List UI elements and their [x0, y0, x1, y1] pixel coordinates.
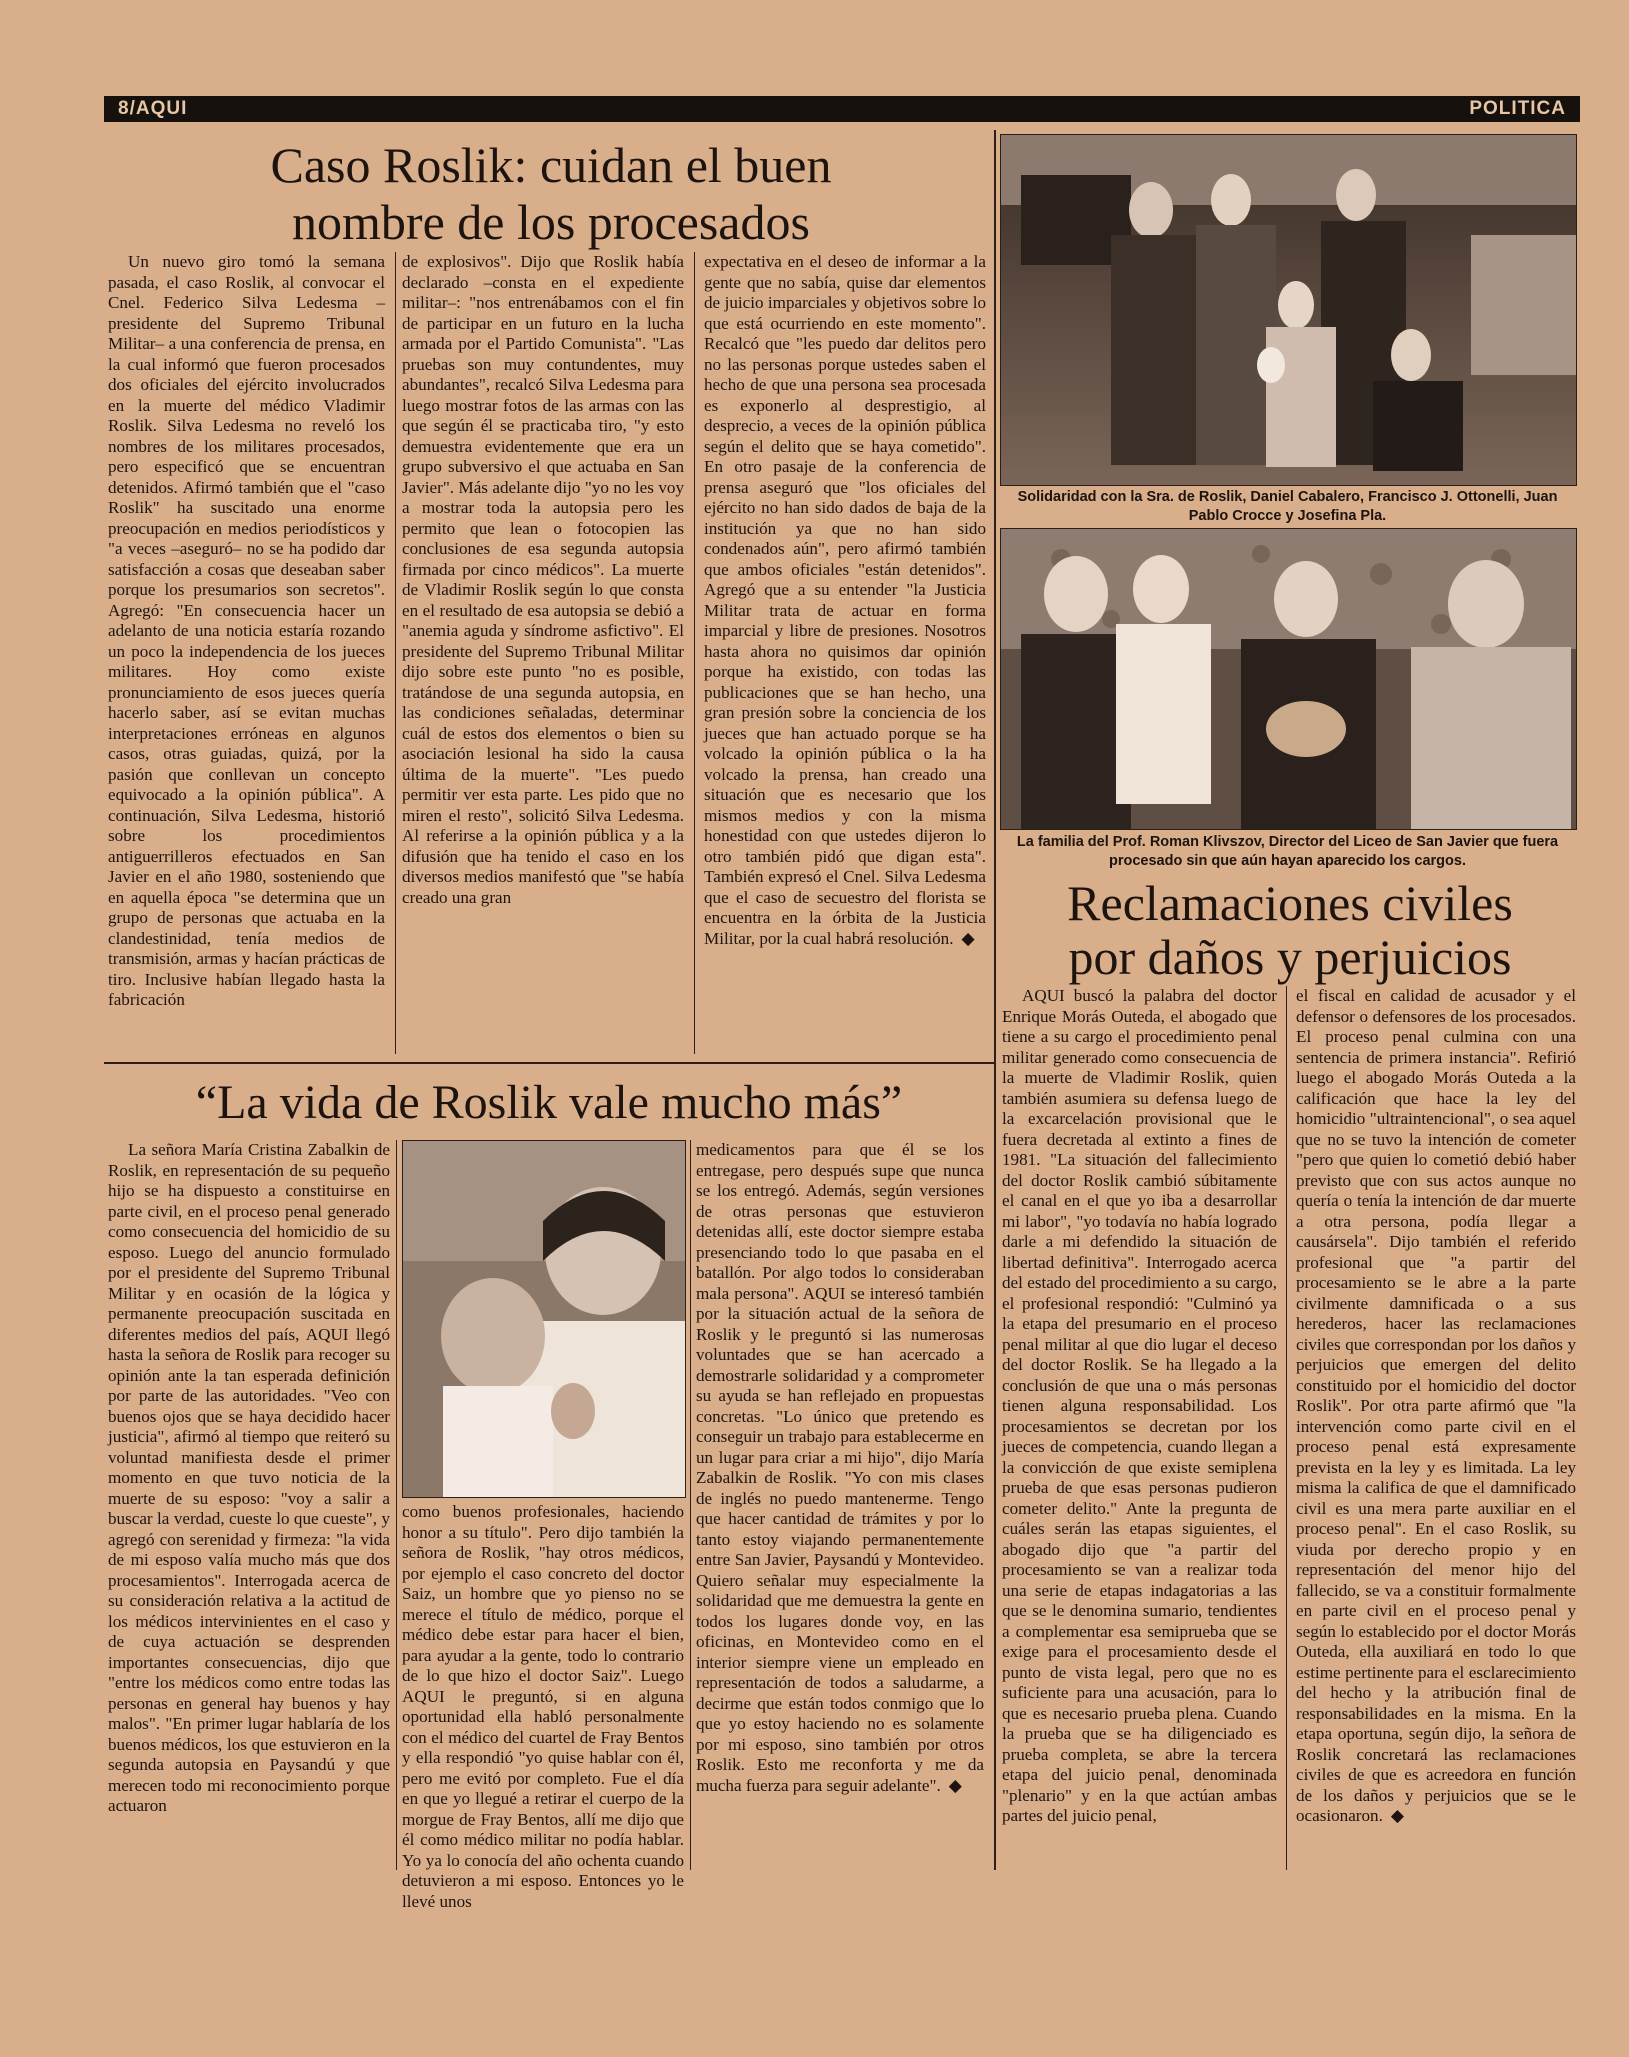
article3-column-3-text [696, 1140, 984, 1796]
article3-headline: “La vida de Roslik vale mucho más” [195, 1076, 903, 1129]
article3-column-3 [696, 1140, 984, 1870]
column-divider [396, 1140, 397, 1870]
article2-column-2-text [1296, 986, 1576, 1827]
photo-solidarity-group [1000, 134, 1577, 486]
article2-column-1-text: AQUI buscó la palabra del doctor Enrique Morás Outeda, el abogado que tiene a su cargo el procedimiento penal militar generado como consecuencia de la muerte de Vladimir Roslik, quien también asumiera su defensa luego de la excarcelación provisional que le fuera decretada al extinto a fines de 1981. "La situación del fallecimiento del doctor Roslik cambió súbitamente el canal en el que yo iba a desarrollar mi labor", "yo todavía no había logrado darle a mi defendido la situación de libertad definitiva". Interrogado acerca del estado del procedimiento a su cargo, el profesional respondió: "Culminó ya la etapa del presumario en el proceso penal militar al que dio lugar el deceso del doctor Roslik. Se ha llegado a la conclusión de que una o más personas tienen alguna responsabilidad. Los procesamientos se decretan por los jueces de competencia, cuando llegan a la convicción de que existe semiplena prueba de que esas personas pudieron cometer delito." Ante la pregunta de cuáles serán las etapas siguientes, el abogado dijo que "a partir del procesamiento se van a realizar toda una serie de etapas indagatorias a las que se le denomina sumario, tendientes a complementar esa semiprueba que se exige para el procesamiento desde el punto de vista legal, pero que no es suficiente para una acusación, para lo que es necesario prueba plena. Cuando la prueba que se ha diligenciado es prueba completa, se abre la tercera etapa del juicio penal, denominada "plenario" y en la que actúan ambas partes del juicio penal, [1002, 986, 1277, 1825]
horizontal-rule-article1-bottom [104, 1062, 994, 1064]
photo-klivszov-caption: La familia del Prof. Roman Klivszov, Director del Liceo de San Javier que fuera procesado sin que aún hayan aparecido los cargos. [1016, 834, 1559, 869]
article3-column-1 [108, 1140, 390, 1870]
photo-klivszov-family-image [1001, 529, 1576, 829]
article2-column-1 [1002, 986, 1277, 1870]
article1-column-1-text: Un nuevo giro tomó la semana pasada, el caso Roslik, al convocar el Cnel. Federico Silva Ledesma –presidente del Supremo Tribunal Militar– a una conferencia de prensa, en la cual informó que fueron procesados dos oficiales del ejército involucrados en la muerte del médico Vladimir Roslik. Silva Ledesma no reveló los nombres de los militares procesados, pero especificó que se encuentran detenidos. Afirmó también que el "caso Roslik" ha suscitado una enorme preocupación en medios periodísticos y "a veces –aseguró– no se ha podido dar satisfacción a cosas que deseaban saber porque los presumarios son secretos". Agregó: "En consecuencia hacer un adelanto de una noticia estaría rozando un poco la independencia de los jueces militares. Hoy como existe pronunciamiento de esos jueces quería hacerlo saber, así se evitan muchas interpretaciones erróneas en algunos casos, otras guiadas, quizá, por la pasión que conllevan un concepto equivocado a la opinión pública". A continuación, Silva Ledesma, historió sobre los procedimientos antiguerrilleros efectuados en San Javier en el año 1980, sosteniendo que en aquella época "se determina que un grupo de personas que actuaba en la clandestinidad, tenía medios de transmisión, armas y hacían prácticas de tiro. Inclusive habían llegado hasta la fabricación [108, 252, 385, 1009]
column-divider [694, 252, 695, 1054]
vertical-rule-main [994, 130, 996, 1870]
article1-column-1 [108, 252, 385, 1054]
article1-headline-line1: Caso Roslik: cuidan el buen [270, 137, 832, 193]
article3-column-1-text: La señora María Cristina Zabalkin de Roslik, en representación de su pequeño hijo se ha dispuesto a constituirse en parte civil, en el proceso penal generado como consecuencia del homicidio de su esposo. Luego del anuncio formulado por el presidente del Supremo Tribunal Militar y en ocasión de la lógica y permanente preocupación suscitada en diferentes medios del país, AQUI llegó hasta la señora de Roslik para recoger su opinión ante la tan esperada definición por parte de las autoridades. "Veo con buenos ojos que se haya decidido hacer justicia", afirmó al tiempo que reiteró su voluntad manifiesta desde el primer momento en que tuvo noticia de la muerte de su esposo: "voy a salir a buscar la verdad, cueste lo que cueste", y agregó con serenidad y firmeza: "la vida de mi esposo valía mucho más que dos procesamientos". Interrogada acerca de su consideración relativa a la actitud de los médicos intervinientes en el caso y de cuya actuación se desprenden importantes consecuencias, dijo que "entre los médicos como entre todas las personas en general hay buenos y hay malos". "En primer lugar hablaría de los buenos médicos, los que estuvieron en la segunda autopsia en Paysandú y que merecen todo mi reconocimiento porque actuaron [108, 1140, 390, 1815]
article1-column-2-text: de explosivos". Dijo que Roslik había declarado –consta en el expediente militar–: "nos entrenábamos con el fin de participar en un futuro en la lucha armada por el Partido Comunista". "Las pruebas son muy contundentes, muy abundantes", recalcó Silva Ledesma para luego mostrar fotos de las armas con las que según él se practicaba tiro, "y esto demuestra evidentemente que era un grupo subversivo el que actuaba en San Javier". Más adelante dijo "yo no les voy a mostrar toda la autopsia pero les permito que lean o fotocopien las conclusiones de esa segunda autopsia firmada por cinco médicos". La muerte de Vladimir Roslik según lo que consta en el resultado de esa autopsia se debió a "anemia aguda y síndrome asfictivo". El presidente del Supremo Tribunal Militar dijo sobre este punto "no es posible, tratándose de una segunda autopsia, en las condiciones señaladas, determinar cuál de estos dos elementos o bien su asociación lesional ha sido la causa última de la muerte". "Les puedo permitir ver esta parte. Les pido que no miren el resto", solicitó Silva Ledesma. Al referirse a la opinión pública y a la difusión que ha tenido el caso en los diversos medios manifestó que "se había creado una gran [402, 252, 684, 907]
article2-headline [1000, 876, 1580, 984]
article2-headline-line1: Reclamaciones civiles [1067, 875, 1513, 931]
article-end-mark: ◆ [948, 1775, 962, 1795]
article-end-mark: ◆ [1390, 1806, 1405, 1825]
article3-column-2 [402, 1502, 684, 1911]
column-divider [690, 1140, 691, 1870]
photo-klivszov-family [1000, 528, 1577, 830]
photo-mother-and-child [402, 1140, 686, 1498]
column-divider [395, 252, 396, 1054]
article2-column-2-body: el fiscal en calidad de acusador y el defensor o defensores de los procesados. El proceso penal culmina con una sentencia de primera instancia". Refirió luego el abogado Morás Outeda a la calificación que hace la ley del homicidio "ultraintencional", o sea aquel que no se tuvo la intención de cometer "pero que quien lo cometió debió haber previsto que con sus actos aunque no quería o tenía la intención de dar muerte a otra persona, podía llegar a causársela". Dijo también el referido profesional que "a partir del procesamiento se le abre a la parte civilmente damnificada o a sus herederos, hacer las reclamaciones civiles que correspondan por los daños y perjuicios que emergen del delito constituido por el homicidio del doctor Roslik". Por otra parte afirmó que "la intervención como parte civil en el proceso penal está expresamente prevista en la ley y es limitada. La ley misma la califica de que el damnificado civil es una mera parte auxiliar en el proceso penal". En el caso Roslik, su viuda por derecho propio y en representación del menor hijo del fallecido, se va a constituir formalmente en parte civil en el proceso penal y según lo establecido por el doctor Morás Outeda, ella auxiliará en todo lo que estime pertinente para el esclarecimiento del hecho y la atribución final de responsabilidades en la misma. En la etapa oportuna, según dijo, la señora de Roslik concretará las reclamaciones civiles de que es acreedora en función de los daños y perjuicios que se le ocasionaron. [1296, 986, 1576, 1825]
column-divider [1286, 986, 1287, 1870]
article1-column-2 [402, 252, 684, 1054]
article3-column-3-body: medicamentos para que él se los entregase, pero después supe que nunca se los entregó. Además, según versiones de otras personas que estuvieron detenidas allí, este doctor siempre estaba presenciando todo lo que pasaba en el batallón. Por algo todos lo consideraban mala persona". AQUI se interesó también por la situación actual de la señora de Roslik y le preguntó si las numerosas voluntades que se han acercado a demostrarle solidaridad y a comprometer su ayuda se han reflejado en propuestas concretas. "Lo único que pretendo es conseguir un trabajo para establecerme en un lugar para criar a mi hijo", dijo María Zabalkin de Roslik. "Yo con mis clases de inglés no puedo mantenerme. Tengo que hacer cantidad de trámites y por lo tanto estoy viajando permanentemente entre San Javier, Paysandú y Montevideo. Quiero señalar muy especialmente la solidaridad que me demuestra la gente en todos los lugares donde voy, en las oficinas, en Montevideo como en el interior siempre viene un empleado en representación de todos a saludarme, a decirme que están todos conmigo que lo que yo estoy haciendo no es solamente por mi esposo, sino también por otros Roslik. Esto me reconforta y me da mucha fuerza para seguir adelante". [696, 1140, 984, 1795]
page-header-bar [104, 96, 1580, 122]
article-end-mark: ◆ [961, 928, 975, 948]
page-number-section: 8/AQUI [118, 98, 188, 119]
article1-column-3-text [704, 252, 986, 949]
article1-headline [108, 137, 994, 250]
article2-headline-line2: por daños y perjuicios [1068, 929, 1512, 985]
photo-solidarity-group-image [1001, 135, 1576, 485]
photo-mother-and-child-image [403, 1141, 685, 1497]
article1-headline-line2: nombre de los procesados [292, 193, 810, 250]
article1-column-3-body: expectativa en el deseo de informar a la gente que no sabía, quise dar elementos de juicio imparciales y objetivos sobre lo que está ocurriendo en este momento". Recalcó que "les puedo dar delitos pero no las personas porque ustedes saben el hecho de que una persona sea procesada es exponerlo al desprestigio, al desprecio, a veces de la opinión pública según el delito que se haya cometido". En otro pasaje de la conferencia de prensa aseguró que "los oficiales del ejército no han sido dados de baja de la institución ya que no han sido condenados aún", pero afirmó también que ambos oficiales "están detenidos". Agregó que a su entender "la Justicia Militar trata de actuar en forma imparcial y libre de presiones. Nosotros hasta ahora no quisimos dar opinión porque ha existido, con todas las publicaciones que se han hecho, una gran presión sobre la conciencia de los jueces que han actuado porque se ha volcado la opinión pública o la ha volcado la prensa, han creado una situación que es necesario que los mismos medios y con la misma honestidad con que ustedes dijeron lo otro también pidó que digan esta". También expresó el Cnel. Silva Ledesma que el caso de secuestro del florista se encuentra en la órbita de la Justicia Militar, por la cual habrá resolución. [704, 252, 986, 948]
article3-column-2-text: como buenos profesionales, haciendo honor a su título". Pero dijo también la señora de Roslik, "hay otros médicos, por ejemplo el caso concreto del doctor Saiz, un hombre que yo pienso no se merece el título de médico, porque el médico debe estar para hacer el bien, para ayudar a la gente, todo lo contrario de lo que hizo el doctor Saiz". Luego AQUI le preguntó, si en alguna oportunidad ella habló personalmente con el médico del cuartel de Fray Bentos y ella respondió "yo quise hablar con él, pero me evitó por completo. Fue el día en que yo llegué a retirar el cuerpo de la morgue de Fray Bentos, allí me dijo que él como médico militar no podía hablar. Yo ya lo conocía del año ochenta cuando detuvieron a mi esposo. Entonces yo le llevé unos [402, 1502, 684, 1911]
photo-solidarity-caption: Solidaridad con la Sra. de Roslik, Daniel Cabalero, Francisco J. Ottonelli, Juan Pablo Crocce y Josefina Pla. [1017, 489, 1558, 524]
section-name: POLITICA [1469, 98, 1566, 119]
article1-column-3 [704, 252, 986, 1054]
article2-column-2 [1296, 986, 1576, 1870]
